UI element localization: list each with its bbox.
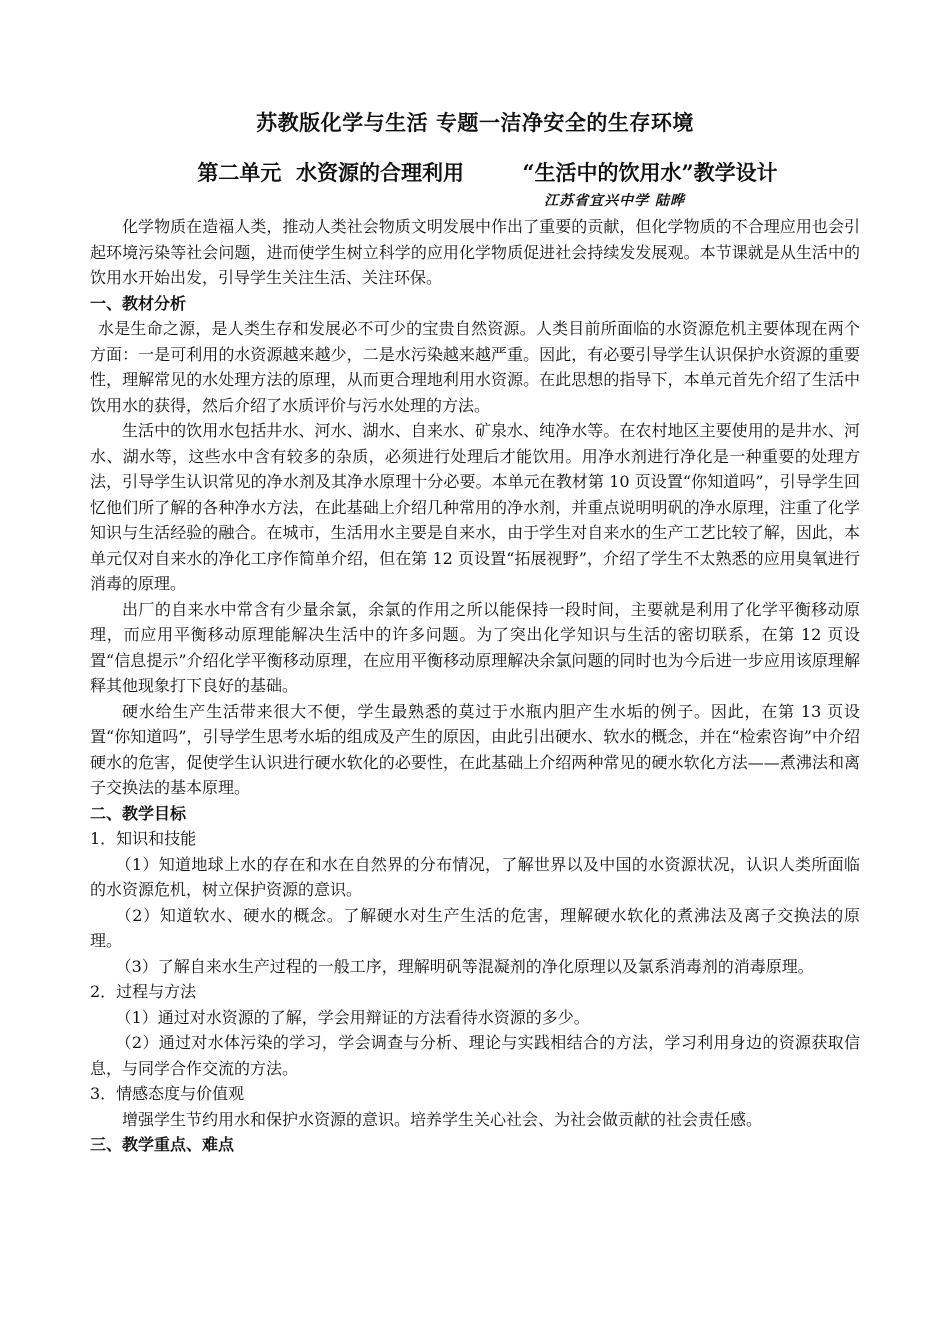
section-heading-key-points: 三、教学重点、难点 <box>90 1135 235 1154</box>
goal-item: （2）知道软水、硬水的概念。了解硬水对生产生活的危害，理解硬水软化的煮沸法及离子交换法的原理。 <box>90 905 860 950</box>
document-subtitle: 第二单元 水资源的合理利用 “生活中的饮用水”教学设计 <box>197 160 778 185</box>
goal-item: （1）通过对水资源的了解，学会用辩证的方法看待水资源的多少。 <box>115 1007 590 1027</box>
goal-title-attitude: 3．情感态度与价值观 <box>90 1084 245 1103</box>
goal-title-knowledge: 1．知识和技能 <box>90 829 197 848</box>
section-heading-teaching-goals: 二、教学目标 <box>90 803 187 823</box>
analysis-paragraph-4: 硬水给生产生活带来很大不便，学生最熟悉的莫过于水瓶内胆产生水垢的例子。因此，在第 13 页设置“你知道吗”，引导学生思考水垢的组成及产生的原因，由此引出硬水、软水的概念，并在“检索咨询”中介绍硬水的危害，促使学生认识进行硬水软化的必要性，在此基础上介绍两种常见的硬水软化方法——煮沸法和离子交换法的基本原理。 <box>90 701 860 797</box>
goal-item: （2）通过对水体污染的学习，学会调查与分析、理论与实践相结合的方法，学习利用身边的资源获取信息，与同学合作交流的方法。 <box>90 1033 860 1078</box>
analysis-paragraph-1: 水是生命之源，是人类生存和发展必不可少的宝贵自然资源。人类目前所面临的水资源危机主要体现在两个方面：一是可利用的水资源越来越少，二是水污染越来越严重。因此，有必要引导学生认识保护水资源的重要性，理解常见的水处理方法的原理，从而更合理地利用水资源。在此思想的指导下，本单元首先介绍了生活中饮用水的获得，然后介绍了水质评价与污水处理的方法。 <box>90 319 860 415</box>
intro-paragraph: 化学物质在造福人类，推动人类社会物质文明发展中作出了重要的贡献，但化学物质的不合理应用也会引起环境污染等社会问题，进而使学生树立科学的应用化学物质促进社会持续发发展观。本节课就是从生活中的饮用水开始出发，引导学生关注生活、关注环保。 <box>90 217 860 287</box>
author-line: 江苏省宜兴中学 陆晔 <box>544 193 685 209</box>
section-heading-textbook-analysis: 一、教材分析 <box>90 293 187 313</box>
goal-item: 增强学生节约用水和保护水资源的意识。培养学生关心社会、为社会做贡献的社会责任感。 <box>122 1109 763 1129</box>
goal-item: （1）知道地球上水的存在和水在自然界的分布情况，了解世界以及中国的水资源状况，认识人类所面临的水资源危机，树立保护资源的意识。 <box>90 854 860 899</box>
analysis-paragraph-3: 出厂的自来水中常含有少量余氯，余氯的作用之所以能保持一段时间，主要就是利用了化学平衡移动原理，而应用平衡移动原理能解决生活中的许多问题。为了突出化学知识与生活的密切联系，在第 12 页设置“信息提示”介绍化学平衡移动原理，在应用平衡移动原理解决余氯问题的同时也为今后进一步应用该原理解释其他现象打下良好的基础。 <box>90 599 860 695</box>
document-title: 苏教版化学与生活 专题一洁净安全的生存环境 <box>256 110 694 135</box>
analysis-paragraph-2: 生活中的饮用水包括井水、河水、湖水、自来水、矿泉水、纯净水等。在农村地区主要使用的是井水、河水、湖水等，这些水中含有较多的杂质，必须进行处理后才能饮用。用净水剂进行净化是一种重要的处理方法，引导学生认识常见的净水剂及其净水原理十分必要。本单元在教材第 10 页设置“你知道吗”，引导学生回忆他们所了解的各种净水方法，在此基础上介绍几种常用的净水剂，并重点说明明矾的净水原理，注重了化学知识与生活经验的融合。在城市，生活用水主要是自来水，由于学生对自来水的生产工艺比较了解，因此，本单元仅对自来水的净化工序作简单介绍，但在第 12 页设置“拓展视野”，介绍了学生不太熟悉的应用臭氧进行消毒的原理。 <box>90 421 860 593</box>
goal-item: （3）了解自来水生产过程的一般工序，理解明矾等混凝剂的净化原理以及氯系消毒剂的消毒原理。 <box>115 956 814 976</box>
goal-title-process: 2．过程与方法 <box>90 982 197 1001</box>
document-page <box>90 108 860 1158</box>
